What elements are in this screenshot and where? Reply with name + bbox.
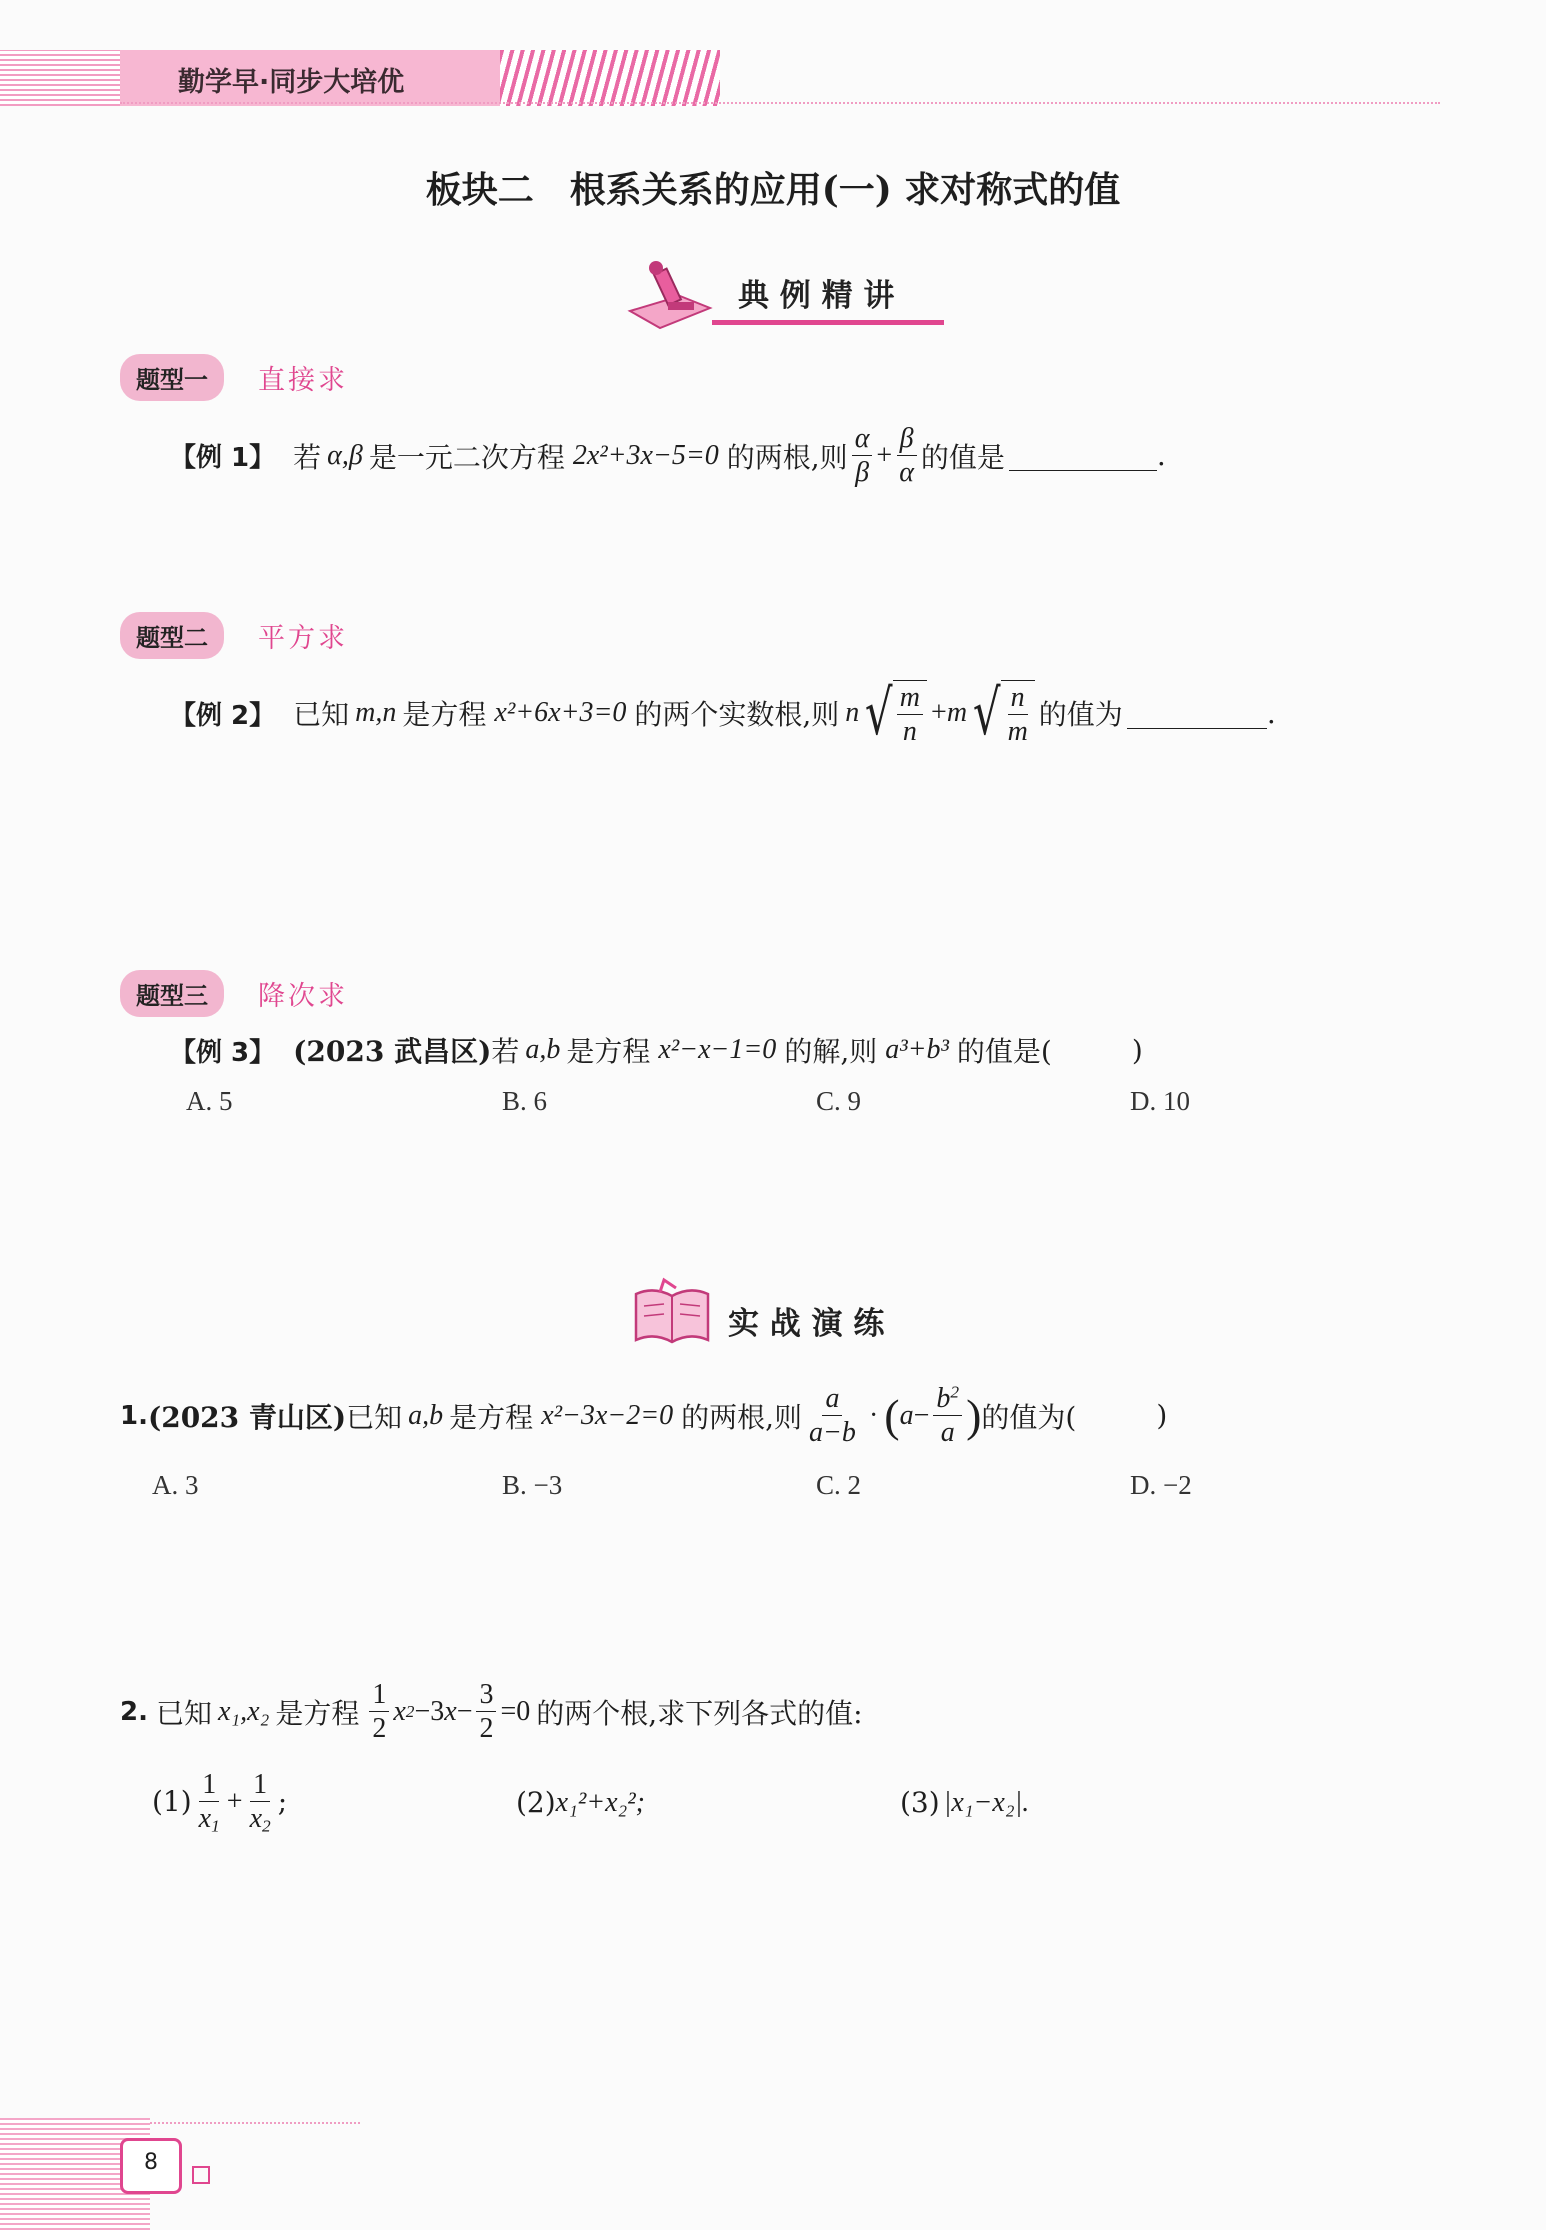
q1-option-a[interactable]: A. 3 xyxy=(152,1470,199,1500)
q1-paren-expr: ( a − $\frac{b^2}{a}$ ) xyxy=(884,1382,982,1449)
q1-number: 1. xyxy=(120,1400,148,1431)
q2-vars: x₁,x₂ xyxy=(217,1695,270,1727)
ex1-text-d: 的值是 xyxy=(920,440,1005,474)
example-2-label: 【例 2】 xyxy=(170,700,276,731)
type2-tag: 题型二 xyxy=(120,612,224,659)
ex2-end: . xyxy=(1266,696,1276,730)
q2-p1-plus: + xyxy=(226,1785,243,1817)
q2-number: 2. xyxy=(120,1696,148,1727)
q1-source: (2023 青山区) xyxy=(147,1400,347,1434)
type2-heading xyxy=(120,612,348,659)
header-stripes-right xyxy=(500,50,720,106)
q2-text-c: 的两个根,求下列各式的值: xyxy=(536,1696,863,1730)
section-examples-label: 典 例 精 讲 xyxy=(738,278,895,314)
ex3-vars: a,b xyxy=(525,1034,561,1065)
q2-part-3 xyxy=(900,1786,1029,1819)
q1-text-b: 是方程 xyxy=(449,1400,534,1434)
ex2-sqrt-m-over-n: √ $\frac{m}{n}$ xyxy=(859,680,927,747)
q2-p2-label: (2) xyxy=(516,1786,556,1819)
header-stripes-left xyxy=(0,50,120,106)
q1-option-c[interactable]: C. 2 xyxy=(816,1470,862,1500)
q1-text-c: 的两根,则 xyxy=(681,1400,803,1434)
type3-title: 降次求 xyxy=(258,981,348,1012)
ex1-answer-blank[interactable] xyxy=(1009,440,1157,471)
microscope-icon xyxy=(620,256,720,336)
q1-paren-close: ) xyxy=(1156,1399,1168,1433)
type3-tag: 题型三 xyxy=(120,970,224,1017)
ex3-option-d[interactable]: D. 10 xyxy=(1130,1086,1190,1116)
ex2-text-d: 的值为 xyxy=(1038,698,1123,732)
ex2-plus: + xyxy=(931,697,947,729)
ex3-text-d: 的值是( xyxy=(956,1035,1052,1068)
ex3-text-c: 的解,则 xyxy=(784,1035,878,1068)
type1-title: 直接求 xyxy=(258,365,348,396)
type1-heading xyxy=(120,354,348,401)
q2-p1-label: (1) xyxy=(152,1785,192,1819)
section-examples-heading xyxy=(620,256,950,336)
q2-text-a: 已知 xyxy=(155,1696,212,1730)
question-1 xyxy=(120,1384,1167,1448)
q1-text-d: 的值为( xyxy=(981,1400,1077,1434)
ex1-text-a: 若 xyxy=(293,440,322,474)
type1-tag: 题型一 xyxy=(120,354,224,401)
ex3-source: (2023 武昌区) xyxy=(293,1035,492,1068)
q2-p2-expression: x₁²+x₂²; xyxy=(555,1786,646,1818)
q1-text-a: 已知 xyxy=(346,1400,403,1434)
q2-part-1 xyxy=(152,1770,287,1834)
ex1-vars: α,β xyxy=(327,439,363,471)
ex3-option-a[interactable]: A. 5 xyxy=(186,1086,233,1116)
q1-equation: x²−3x−2=0 xyxy=(541,1399,674,1431)
open-book-icon xyxy=(630,1276,714,1350)
example-1 xyxy=(170,424,1166,488)
footer-rule xyxy=(150,2122,360,2124)
ex2-sqrt-n-over-m: √ $\frac{n}{m}$ xyxy=(967,680,1035,747)
ex2-equation: x²+6x+3=0 xyxy=(494,697,627,729)
type2-title: 平方求 xyxy=(258,623,348,654)
ex3-text-b: 是方程 xyxy=(566,1035,651,1068)
ex2-m: m xyxy=(946,697,968,729)
example-2 xyxy=(170,676,1276,750)
section-practice-heading xyxy=(630,1276,950,1356)
ex3-paren-close: ) xyxy=(1131,1033,1143,1067)
example-3-label: 【例 3】 xyxy=(170,1037,276,1068)
ex2-text-b: 是方程 xyxy=(402,698,487,732)
ex2-text-a: 已知 xyxy=(293,698,350,732)
ex1-equation: 2x²+3x−5=0 xyxy=(572,439,719,471)
q2-p1-end: ; xyxy=(277,1785,288,1819)
example-3 xyxy=(170,1030,1143,1070)
q2-text-b: 是方程 xyxy=(275,1696,360,1730)
q1-option-d[interactable]: D. −2 xyxy=(1130,1470,1192,1500)
q2-equation: $\frac{1}{2}$ x 2 −3 x − $\frac{3}{2}$ =0 xyxy=(365,1680,530,1744)
q2-p1-frac-2: $\frac{1}{x_2}$ xyxy=(249,1769,271,1836)
ex1-text-c: 的两根,则 xyxy=(726,440,848,474)
header-rule xyxy=(120,102,1440,104)
q2-part-2 xyxy=(516,1786,645,1819)
q1-option-b[interactable]: B. −3 xyxy=(502,1470,563,1500)
type3-heading xyxy=(120,970,348,1017)
section-practice-label: 实 战 演 练 xyxy=(728,1306,885,1342)
section-examples-underline xyxy=(712,320,944,325)
q1-dot: · xyxy=(868,1399,879,1431)
ex2-text-c: 的两个实数根,则 xyxy=(634,698,840,732)
ex2-vars: m,n xyxy=(355,697,397,729)
ex1-text-b: 是一元二次方程 xyxy=(368,440,565,474)
ex1-end: . xyxy=(1156,439,1166,473)
ex3-option-b[interactable]: B. 6 xyxy=(502,1086,548,1116)
page-number: 8 xyxy=(144,2150,158,2175)
header-band xyxy=(0,50,1440,110)
q1-vars: a,b xyxy=(408,1399,444,1431)
ex3-expression: a³+b³ xyxy=(885,1034,949,1065)
ex2-n: n xyxy=(845,697,860,729)
ex2-answer-blank[interactable] xyxy=(1127,698,1267,729)
ex3-option-c[interactable]: C. 9 xyxy=(816,1086,862,1116)
ex1-plus: + xyxy=(876,439,893,471)
ex3-text-a: 若 xyxy=(491,1035,520,1068)
q2-p1-frac-1: $\frac{1}{x_1}$ xyxy=(198,1769,220,1836)
q2-p3-label: (3) xyxy=(900,1786,940,1819)
footer-small-square xyxy=(192,2166,210,2184)
ex1-frac-alpha-beta: $\frac{\alpha}{\beta}$ xyxy=(852,424,873,488)
example-1-label: 【例 1】 xyxy=(170,443,276,474)
page-title: 板块二 根系关系的应用(一) 求对称式的值 xyxy=(425,169,1121,211)
footer-band xyxy=(0,2118,360,2230)
ex1-frac-beta-alpha: $\frac{\beta}{\alpha}$ xyxy=(896,424,917,488)
q1-frac-a-over-a-minus-b: $\frac{a}{a-b}$ xyxy=(809,1383,856,1449)
ex3-equation: x²−x−1=0 xyxy=(658,1034,777,1065)
q2-p3-expression: |x₁−x₂|. xyxy=(943,1786,1030,1818)
header-book-title: 勤学早·同步大培优 xyxy=(178,67,405,98)
question-2 xyxy=(120,1680,863,1744)
